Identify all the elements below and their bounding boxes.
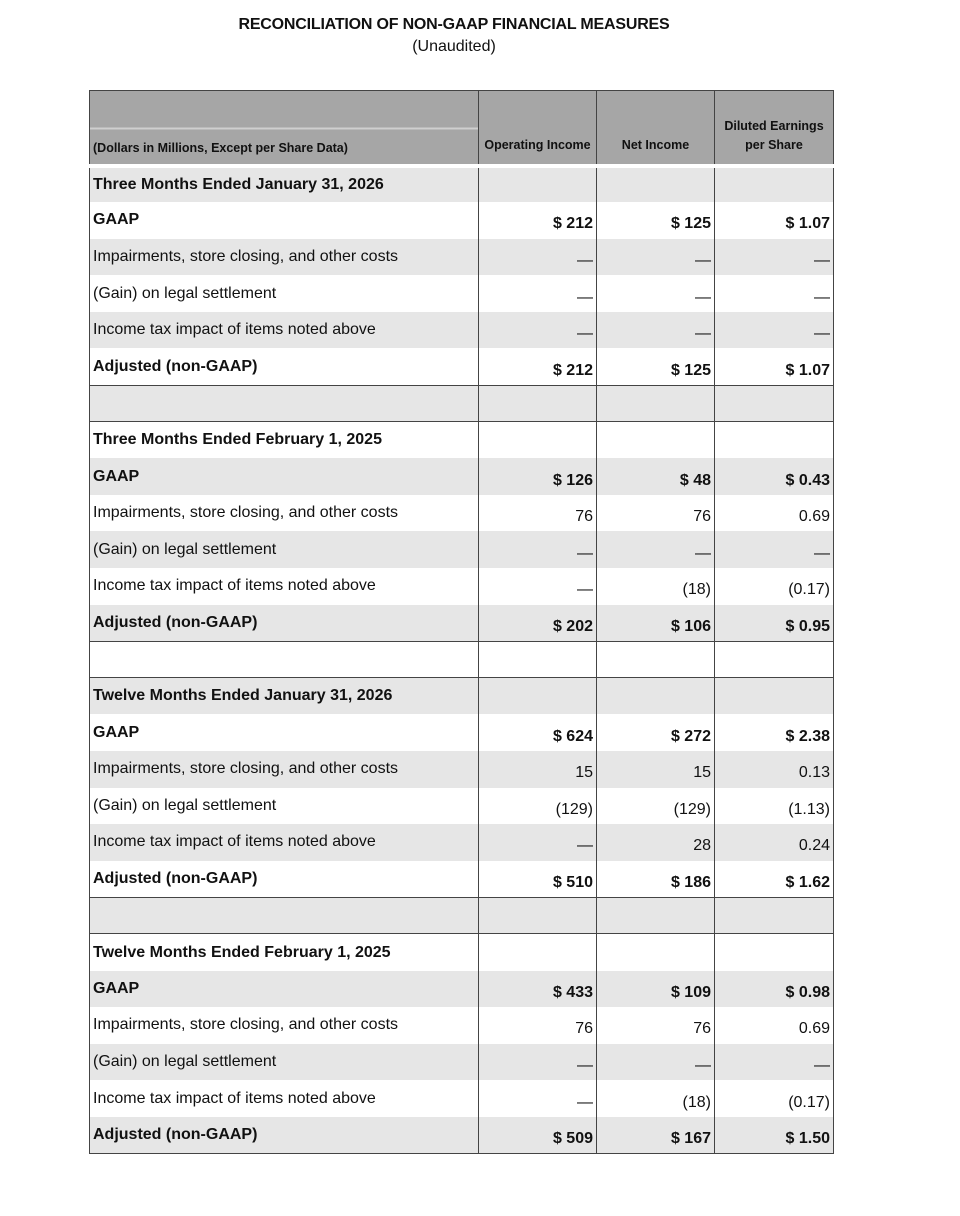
table-row [90,495,834,532]
cell-net-income: $ 167 [597,1117,715,1154]
cell-net-income: — [597,312,715,349]
cell-operating-income: $ 509 [479,1117,597,1154]
section-header-row [90,934,834,971]
cell-net-income: $ 125 [597,348,715,385]
cell-net-income: $ 48 [597,458,715,495]
cell-operating-income: (129) [479,788,597,825]
section-header-row [90,166,834,203]
cell-operating-income: $ 202 [479,605,597,642]
row-label: Impairments, store closing, and other costs [90,751,479,788]
column-header-operating-income: Operating Income [479,91,597,166]
row-label: GAAP [90,202,479,239]
cell-operating-income: — [479,312,597,349]
table-row [90,788,834,825]
cell-diluted-eps: (1.13) [715,788,834,825]
table-body [90,166,834,1154]
table-row [90,824,834,861]
row-label: Income tax impact of items noted above [90,568,479,605]
cell-operating-income: $ 433 [479,971,597,1008]
column-header-diluted-eps: Diluted Earnings per Share [715,91,834,166]
cell-net-income: — [597,239,715,276]
row-label: Adjusted (non-GAAP) [90,605,479,642]
row-label: Impairments, store closing, and other costs [90,495,479,532]
table-row [90,568,834,605]
table-row [90,312,834,349]
cell-operating-income: 15 [479,751,597,788]
cell-net-income: 28 [597,824,715,861]
cell-net-income: — [597,275,715,312]
row-label: GAAP [90,971,479,1008]
table-row [90,239,834,276]
cell-operating-income: $ 212 [479,348,597,385]
cell-diluted-eps: $ 2.38 [715,714,834,751]
column-header-label: (Dollars in Millions, Except per Share Data) [90,91,479,166]
section-period-label: Twelve Months Ended January 31, 2026 [90,678,479,715]
cell-net-income: $ 106 [597,605,715,642]
row-label: (Gain) on legal settlement [90,275,479,312]
cell-net-income: — [597,531,715,568]
section-period-label: Three Months Ended January 31, 2026 [90,166,479,203]
cell-operating-income: — [479,1044,597,1081]
section-period-label: Three Months Ended February 1, 2025 [90,422,479,459]
spacer-row [90,385,834,422]
row-label: Adjusted (non-GAAP) [90,861,479,898]
cell-net-income: 76 [597,495,715,532]
cell-net-income: — [597,1044,715,1081]
cell-net-income: $ 109 [597,971,715,1008]
cell-diluted-eps: $ 1.07 [715,348,834,385]
cell-net-income: (129) [597,788,715,825]
table-row [90,971,834,1008]
cell-net-income: 15 [597,751,715,788]
row-label: Income tax impact of items noted above [90,824,479,861]
row-label: Impairments, store closing, and other costs [90,239,479,276]
cell-operating-income: — [479,275,597,312]
cell-net-income: (18) [597,1080,715,1117]
cell-operating-income: — [479,824,597,861]
cell-net-income: 76 [597,1007,715,1044]
cell-diluted-eps: 0.24 [715,824,834,861]
table-row-total [90,348,834,385]
cell-net-income: $ 186 [597,861,715,898]
cell-operating-income: 76 [479,495,597,532]
table-row-total [90,605,834,642]
cell-diluted-eps: (0.17) [715,568,834,605]
row-label: Impairments, store closing, and other costs [90,1007,479,1044]
row-label: Income tax impact of items noted above [90,1080,479,1117]
cell-operating-income: — [479,568,597,605]
cell-diluted-eps: (0.17) [715,1080,834,1117]
table-row [90,458,834,495]
report-subtitle: (Unaudited) [412,38,496,55]
cell-diluted-eps: $ 1.62 [715,861,834,898]
spacer-row [90,897,834,934]
cell-operating-income: $ 510 [479,861,597,898]
table-row [90,202,834,239]
row-label: Income tax impact of items noted above [90,312,479,349]
table-row [90,531,834,568]
cell-net-income: (18) [597,568,715,605]
cell-diluted-eps: $ 0.95 [715,605,834,642]
cell-diluted-eps: — [715,531,834,568]
row-label: GAAP [90,458,479,495]
cell-operating-income: — [479,1080,597,1117]
cell-operating-income: 76 [479,1007,597,1044]
cell-operating-income: — [479,239,597,276]
cell-operating-income: $ 212 [479,202,597,239]
cell-diluted-eps: $ 1.50 [715,1117,834,1154]
cell-operating-income: — [479,531,597,568]
cell-operating-income: $ 126 [479,458,597,495]
table-row [90,714,834,751]
cell-net-income: $ 272 [597,714,715,751]
section-header-row [90,422,834,459]
section-period-label: Twelve Months Ended February 1, 2025 [90,934,479,971]
row-label: (Gain) on legal settlement [90,1044,479,1081]
row-label: Adjusted (non-GAAP) [90,348,479,385]
spacer-row [90,641,834,678]
table-header-row [90,91,834,166]
report-title: RECONCILIATION OF NON-GAAP FINANCIAL MEASURES [238,16,670,33]
cell-diluted-eps: $ 0.98 [715,971,834,1008]
row-label: Adjusted (non-GAAP) [90,1117,479,1154]
cell-diluted-eps: — [715,239,834,276]
cell-diluted-eps: 0.13 [715,751,834,788]
table-row [90,1080,834,1117]
table-row [90,275,834,312]
table-row [90,1044,834,1081]
cell-diluted-eps: $ 1.07 [715,202,834,239]
cell-net-income: $ 125 [597,202,715,239]
section-header-row [90,678,834,715]
reconciliation-table [89,90,834,1154]
cell-diluted-eps: 0.69 [715,1007,834,1044]
row-label: (Gain) on legal settlement [90,788,479,825]
row-label: GAAP [90,714,479,751]
cell-diluted-eps: 0.69 [715,495,834,532]
cell-diluted-eps: — [715,1044,834,1081]
cell-operating-income: $ 624 [479,714,597,751]
table-row [90,751,834,788]
cell-diluted-eps: — [715,275,834,312]
cell-diluted-eps: — [715,312,834,349]
column-header-net-income: Net Income [597,91,715,166]
row-label: (Gain) on legal settlement [90,531,479,568]
table-row-total [90,861,834,898]
table-row [90,1007,834,1044]
cell-diluted-eps: $ 0.43 [715,458,834,495]
table-row-total [90,1117,834,1154]
